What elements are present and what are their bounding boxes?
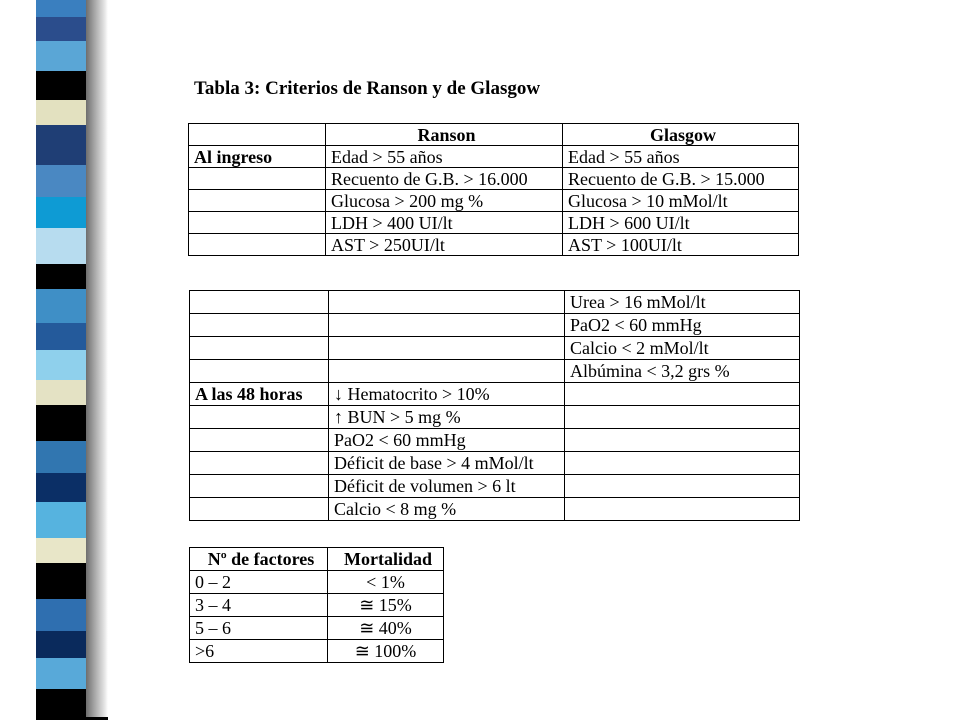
stripe-segment xyxy=(36,631,86,658)
glasgow-cell xyxy=(565,429,800,452)
row-label xyxy=(190,452,329,475)
criteria-table-admission xyxy=(188,123,799,256)
stripe-segment xyxy=(36,41,86,71)
row-label xyxy=(190,429,329,452)
stripe-segment xyxy=(36,350,86,380)
stripe-segment xyxy=(36,502,86,538)
glasgow-cell xyxy=(565,406,800,429)
glasgow-cell: Albúmina < 3,2 grs % xyxy=(565,360,800,383)
stripe-segment xyxy=(36,71,86,100)
table-row xyxy=(190,475,800,498)
row-label xyxy=(190,314,329,337)
table-row xyxy=(189,212,799,234)
glasgow-cell: Edad > 55 años xyxy=(563,146,799,168)
ranson-cell: LDH > 400 UI/lt xyxy=(326,212,563,234)
ranson-cell: Edad > 55 años xyxy=(326,146,563,168)
row-label xyxy=(190,475,329,498)
glasgow-cell: Calcio < 2 mMol/lt xyxy=(565,337,800,360)
table-row xyxy=(189,168,799,190)
ranson-cell: Glucosa > 200 mg % xyxy=(326,190,563,212)
table-row xyxy=(190,291,800,314)
row-label xyxy=(190,498,329,521)
factor-count-cell: >6 xyxy=(190,640,328,663)
header-ranson: Ranson xyxy=(326,124,563,146)
ranson-cell: Recuento de G.B. > 16.000 xyxy=(326,168,563,190)
stripe-segment xyxy=(36,599,86,631)
glasgow-cell xyxy=(565,452,800,475)
table-row xyxy=(189,146,799,168)
glasgow-cell: AST > 100UI/lt xyxy=(563,234,799,256)
stripe-segment xyxy=(36,441,86,473)
table-row xyxy=(190,314,800,337)
table-row xyxy=(190,617,444,640)
stripe-segment xyxy=(36,264,86,289)
header-mortality: Mortalidad xyxy=(328,548,444,571)
ranson-cell: Déficit de base > 4 mMol/lt xyxy=(329,452,565,475)
table-row xyxy=(189,190,799,212)
stripe-segment xyxy=(36,100,86,125)
stripe-segment xyxy=(36,538,86,563)
criteria-table-48h xyxy=(189,290,800,521)
table-header-row xyxy=(189,124,799,146)
table-row xyxy=(190,571,444,594)
mortality-cell: < 1% xyxy=(328,571,444,594)
stripe-segment xyxy=(36,658,86,688)
mortality-cell: ≅ 100% xyxy=(328,640,444,663)
row-label: Al ingreso xyxy=(189,146,326,168)
table-header-row xyxy=(190,548,444,571)
stripe-segment xyxy=(36,197,86,227)
stripe-segment xyxy=(36,228,86,264)
ranson-cell xyxy=(329,291,565,314)
row-label: A las 48 horas xyxy=(190,383,329,406)
ranson-cell xyxy=(329,314,565,337)
row-label xyxy=(190,360,329,383)
header-cell-empty xyxy=(189,124,326,146)
ranson-cell xyxy=(329,337,565,360)
stripe-segment xyxy=(36,405,86,441)
glasgow-cell xyxy=(565,475,800,498)
table-row xyxy=(190,452,800,475)
mortality-table xyxy=(189,547,444,663)
table-row xyxy=(190,429,800,452)
table-row xyxy=(189,234,799,256)
stripe-segment xyxy=(36,563,86,599)
stripe-segment xyxy=(36,689,86,720)
stripe-segment xyxy=(36,473,86,502)
stripe-segment xyxy=(36,165,86,197)
row-label xyxy=(189,168,326,190)
row-label xyxy=(189,212,326,234)
stripe-segment xyxy=(36,125,86,165)
table-row xyxy=(190,498,800,521)
table-row xyxy=(190,594,444,617)
ranson-cell: PaO2 < 60 mmHg xyxy=(329,429,565,452)
table-row xyxy=(190,337,800,360)
row-label xyxy=(190,291,329,314)
glasgow-cell xyxy=(565,498,800,521)
row-label xyxy=(190,406,329,429)
stripe-shadow xyxy=(86,0,108,720)
factor-count-cell: 0 – 2 xyxy=(190,571,328,594)
ranson-cell: Calcio < 8 mg % xyxy=(329,498,565,521)
glasgow-cell: LDH > 600 UI/lt xyxy=(563,212,799,234)
decorative-stripe-bar xyxy=(36,0,86,720)
glasgow-cell: Recuento de G.B. > 15.000 xyxy=(563,168,799,190)
factor-count-cell: 5 – 6 xyxy=(190,617,328,640)
table-row xyxy=(190,406,800,429)
table-row xyxy=(190,360,800,383)
ranson-cell: ↓ Hematocrito > 10% xyxy=(329,383,565,406)
table-row xyxy=(190,640,444,663)
row-label xyxy=(189,190,326,212)
mortality-cell: ≅ 40% xyxy=(328,617,444,640)
ranson-cell: AST > 250UI/lt xyxy=(326,234,563,256)
table-row xyxy=(190,383,800,406)
stripe-segment xyxy=(36,289,86,323)
stripe-segment xyxy=(36,17,86,41)
mortality-cell: ≅ 15% xyxy=(328,594,444,617)
row-label xyxy=(189,234,326,256)
glasgow-cell: PaO2 < 60 mmHg xyxy=(565,314,800,337)
row-label xyxy=(190,337,329,360)
glasgow-cell: Urea > 16 mMol/lt xyxy=(565,291,800,314)
page-title: Tabla 3: Criterios de Ranson y de Glasgow xyxy=(194,78,541,99)
ranson-cell xyxy=(329,360,565,383)
glasgow-cell xyxy=(565,383,800,406)
factor-count-cell: 3 – 4 xyxy=(190,594,328,617)
stripe-segment xyxy=(36,323,86,350)
header-factor-count: Nº de factores xyxy=(190,548,328,571)
header-glasgow: Glasgow xyxy=(563,124,799,146)
glasgow-cell: Glucosa > 10 mMol/lt xyxy=(563,190,799,212)
stripe-segment xyxy=(36,380,86,405)
ranson-cell: Déficit de volumen > 6 lt xyxy=(329,475,565,498)
ranson-cell: ↑ BUN > 5 mg % xyxy=(329,406,565,429)
stripe-segment xyxy=(36,0,86,17)
